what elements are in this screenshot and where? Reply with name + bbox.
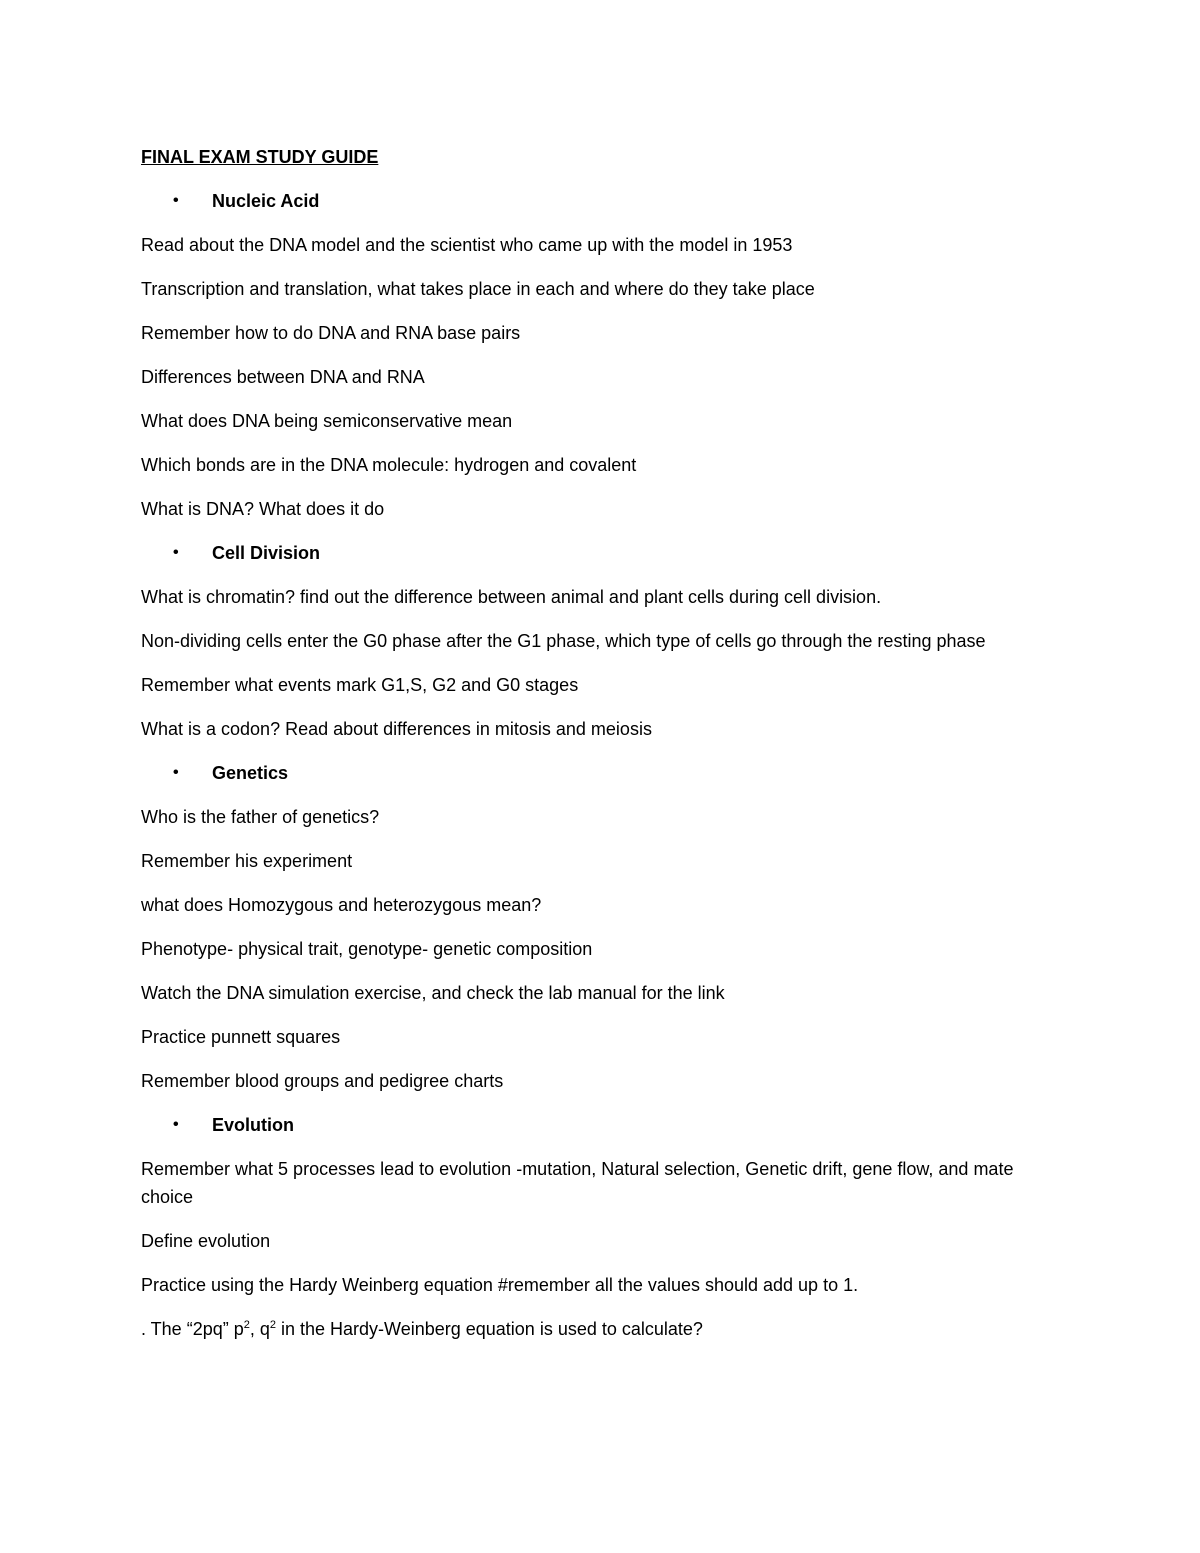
section-heading-label: Cell Division	[212, 543, 321, 563]
study-line: Read about the DNA model and the scientist who came up with the model in 1953	[141, 235, 793, 255]
document-title: FINAL EXAM STUDY GUIDE	[141, 147, 379, 167]
study-line: Remember blood groups and pedigree charts	[141, 1071, 504, 1091]
study-line: Differences between DNA and RNA	[141, 367, 425, 387]
study-line: Phenotype- physical trait, genotype- genetic composition	[141, 939, 593, 959]
hardy-weinberg-question	[141, 1315, 1041, 1343]
study-line: Remember his experiment	[141, 851, 353, 871]
study-line: Remember what events mark G1,S, G2 and G0 stages	[141, 675, 579, 695]
superscript: 2	[269, 1319, 276, 1331]
hw-text-part: , q	[249, 1319, 270, 1339]
study-line: Watch the DNA simulation exercise, and check the lab manual for the link	[141, 983, 725, 1003]
section-heading-evolution	[141, 1111, 1041, 1139]
section-heading-cell-division	[141, 539, 1041, 567]
study-line: Remember how to do DNA and RNA base pairs	[141, 323, 521, 343]
study-line: Which bonds are in the DNA molecule: hydrogen and covalent	[141, 455, 637, 475]
bullet-icon: •	[173, 192, 179, 209]
section-heading-label: Nucleic Acid	[212, 191, 320, 211]
study-line: What is a codon? Read about differences in mitosis and meiosis	[141, 719, 652, 739]
study-line: Who is the father of genetics?	[141, 807, 380, 827]
study-line: Transcription and translation, what takes place in each and where do they take place	[141, 279, 815, 299]
section-heading-nucleic-acid	[141, 187, 1041, 215]
bullet-icon: •	[173, 544, 179, 561]
hw-text-part: . The “2pq” p	[141, 1319, 244, 1339]
superscript: 2	[243, 1319, 250, 1331]
study-line: Define evolution	[141, 1231, 271, 1251]
study-line: What is DNA? What does it do	[141, 499, 385, 519]
section-heading-label: Genetics	[212, 763, 289, 783]
section-heading-label: Evolution	[212, 1115, 294, 1135]
bullet-icon: •	[173, 1116, 179, 1133]
section-heading-genetics	[141, 759, 1041, 787]
study-line: Non-dividing cells enter the G0 phase after the G1 phase, which type of cells go through the resting phase	[141, 631, 986, 651]
bullet-icon: •	[173, 764, 179, 781]
hw-text-part: in the Hardy-Weinberg equation is used to calculate?	[276, 1319, 703, 1339]
study-line: What is chromatin? find out the difference between animal and plant cells during cell division.	[141, 587, 882, 607]
document-body	[141, 143, 1041, 1359]
study-line: Practice using the Hardy Weinberg equation #remember all the values should add up to 1.	[141, 1275, 859, 1295]
study-line: Practice punnett squares	[141, 1027, 341, 1047]
study-line: Remember what 5 processes lead to evolution -mutation, Natural selection, Genetic drift, gene flow, and mate choice	[141, 1159, 1014, 1207]
study-line: what does Homozygous and heterozygous mean?	[141, 895, 542, 915]
study-line: What does DNA being semiconservative mean	[141, 411, 513, 431]
